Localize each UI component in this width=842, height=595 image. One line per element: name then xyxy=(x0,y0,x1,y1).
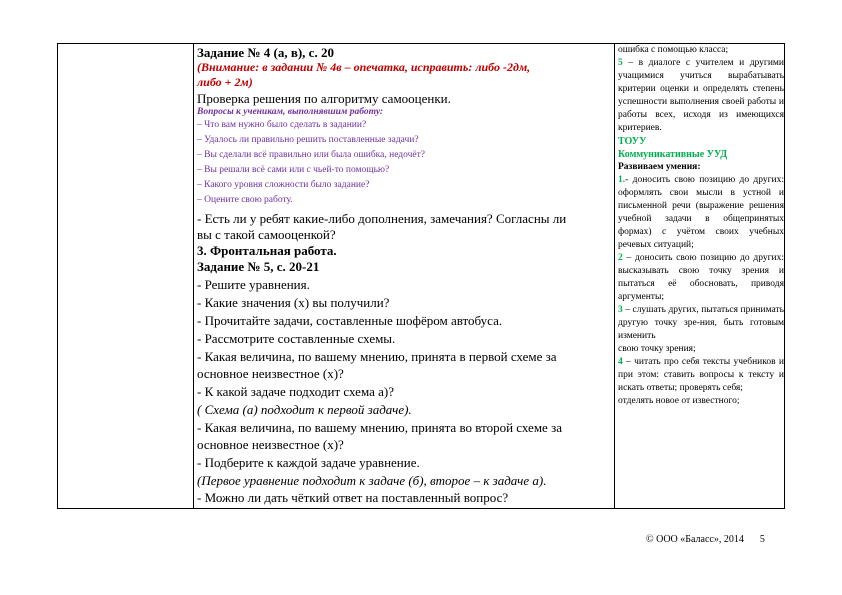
question-item: – Какого уровня сложности было задание? xyxy=(197,180,370,190)
question-item: – Удалось ли правильно решить поставленные задачи? xyxy=(197,135,419,145)
line: - Какая величина, по вашему мнению, принята в первой схеме за xyxy=(197,349,557,364)
line: (Первое уравнение подходит к задаче (б), второе – к задаче а). xyxy=(197,473,547,488)
additions-question: - Есть ли у ребят какие-либо дополнения, замечания? Согласны ли xyxy=(197,211,567,226)
task4-note-cont: либо + 2м) xyxy=(197,75,253,89)
skill-item-1: 1.- доносить свою позицию до других: оформлять свои мысли в устной и письменной речи (выражение решения учебной задачи в общепринятых формах) с учётом своих учебных речевых ситуаций; xyxy=(618,175,784,250)
additions-question-cont: вы с такой самооценкой? xyxy=(197,227,336,242)
skill-item-2: 2 – доносить свою позицию до других: высказывать свою точку зрения и пытаться её обосновать, приводя аргументы; xyxy=(618,253,784,302)
question-item: – Оцените свою работу. xyxy=(197,195,293,205)
teacher-activity-column xyxy=(193,44,613,508)
line: - Прочитайте задачи, составленные шофёром автобуса. xyxy=(197,313,503,328)
task5-title: Задание № 5, с. 20-21 xyxy=(197,259,320,274)
task4-note: (Внимание: в задании № 4в – опечатка, исправить: либо -2дм, xyxy=(197,60,531,74)
skill-item-3: 3 – слушать других, пытаться принимать другую точку зре-ния, быть готовым изменить xyxy=(618,305,784,341)
self-check-line: Проверка решения по алгоритму самооценки. xyxy=(197,91,451,106)
communicative-uud-heading: Коммуникативные УУД xyxy=(618,149,728,160)
right-line: ошибка с помощью класса; xyxy=(618,45,729,55)
skill-item-5: 5 – в диалоге с учителем и другими учащимися учиться вырабатывать критерии оценки и определять степень успешности выполнения своей работы и работы всех, исходя из имеющихся критериев. xyxy=(618,58,784,133)
task4-title: Задание № 4 (а, в), с. 20 xyxy=(197,45,334,60)
question-item: – Вы сделали всё правильно или была ошибка, недочёт? xyxy=(197,150,425,160)
uud-column xyxy=(618,44,784,408)
lesson-table xyxy=(57,43,785,509)
toyu-heading: ТОУУ xyxy=(618,136,647,147)
line: - Подберите к каждой задаче уравнение. xyxy=(197,455,420,470)
line: основное неизвестное (х)? xyxy=(197,437,344,452)
develop-skills-label: Развиваем умения: xyxy=(618,162,701,172)
question-item: – Что вам нужно было сделать в задании? xyxy=(197,120,367,130)
page-footer xyxy=(646,534,765,545)
skill-item-3-tail: свою точку зрения; xyxy=(618,344,696,354)
line: - К какой задаче подходит схема а)? xyxy=(197,384,394,399)
copyright: © ООО «Баласс», 2014 xyxy=(646,534,744,545)
line: - Рассмотрите составленные схемы. xyxy=(197,331,396,346)
line: основное неизвестное (х)? xyxy=(197,366,344,381)
line: - Какие значения (х) вы получили? xyxy=(197,295,390,310)
frontal-work-heading: 3. Фронтальная работа. xyxy=(197,243,337,258)
page-number: 5 xyxy=(759,534,765,545)
line: - Можно ли дать чёткий ответ на поставленный вопрос? xyxy=(197,490,509,505)
question-item: – Вы решали всё сами или с чьей-то помощью? xyxy=(197,165,390,175)
line: - Какая величина, по вашему мнению, принята во второй схеме за xyxy=(197,420,562,435)
skill-item-4: 4 – читать про себя тексты учебников и при этом: ставить вопросы к тексту и искать ответы; проверять себя; xyxy=(618,357,784,393)
questions-title: Вопросы к ученикам, выполнявшим работу: xyxy=(197,107,384,117)
column-divider-right xyxy=(614,44,615,508)
skill-item-4-tail: отделять новое от известного; xyxy=(618,396,740,406)
line: - Решите уравнения. xyxy=(197,277,310,292)
line: ( Схема (а) подходит к первой задаче). xyxy=(197,402,412,417)
